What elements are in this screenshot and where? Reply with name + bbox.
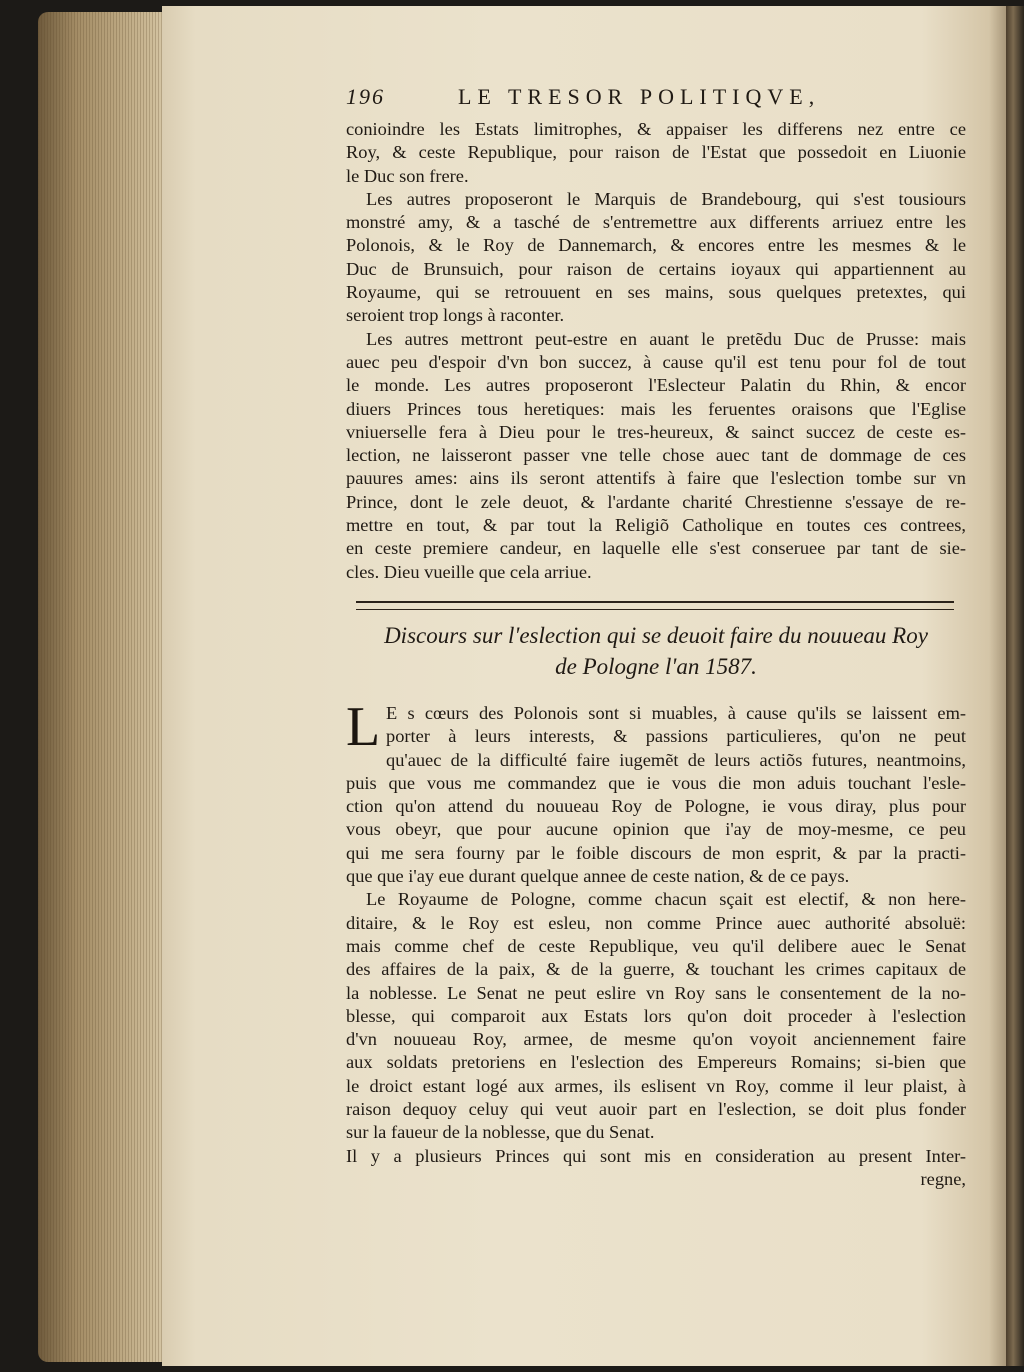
text-line: Royaume, qui se retrouuent en ses mains, sous quelques pretextes, qui <box>346 282 966 303</box>
text-line: pauures ames: ains ils seront attentifs à faire que l'eslection tombe sur vn <box>346 468 966 489</box>
text-line: cles. Dieu vueille que cela arriue. <box>346 561 592 582</box>
running-title: LE TRESOR POLITIQVE, <box>458 84 821 109</box>
text-line: E s cœurs des Polonois sont si muables, à cause qu'ils se laissent em- <box>386 703 966 723</box>
page-number: 196 <box>346 84 385 109</box>
text-line: puis que vous me commandez que ie vous die mon aduis touchant l'esle- <box>346 772 966 793</box>
text-line: Les autres proposeront le Marquis de Brandebourg, qui s'est tousiours <box>366 188 966 209</box>
text-line: en ceste premiere candeur, en laquelle elle s'est conseruee par tant de sie- <box>346 538 966 559</box>
text-line: lection, ne laisseront passer vne telle chose auec tant de dommage de ces <box>346 445 966 466</box>
text-line: que que i'ay eue durant quelque annee de ceste nation, & de ce pays. <box>346 866 850 887</box>
text-line: le droict estant logé aux armes, ils eslisent vn Roy, comme il leur plaist, à <box>346 1075 966 1096</box>
text-line: blesse, qui comparoit aux Estats lors qu'on doit proceder à l'eslection <box>346 1005 966 1026</box>
text-line: Prince, dont le zele deuot, & l'ardante charité Chrestienne s'essaye de re- <box>346 491 966 512</box>
text-line: mais comme chef de ceste Republique, veu qu'il delibere auec le Senat <box>346 935 966 956</box>
text-line: qu'auec de la difficulté faire iugemẽt de leurs actiõs futures, neantmoins, <box>386 749 966 770</box>
text-line: ditaire, & le Roy est esleu, non comme Prince auec authorité absoluë: <box>346 912 966 933</box>
text-line: la noblesse. Le Senat ne peut eslire vn Roy sans le consentement de la no- <box>346 982 966 1003</box>
heading-line-2: de Pologne l'an 1587. <box>555 654 757 679</box>
text-line: diuers Princes tous heretiques: mais les feruentes oraisons que l'Eglise <box>346 398 966 419</box>
section-divider-rule <box>356 601 954 610</box>
text-line: vniuerselle fera à Dieu pour le tres-heureux, & sainct succez de ceste es- <box>346 421 966 442</box>
text-line: Duc de Brunsuich, pour raison de certains ioyaux qui appartiennent au <box>346 258 966 279</box>
text-line: aux soldats pretoriens en l'eslection des Empereurs Romains; si-bien que <box>346 1052 966 1073</box>
heading-line-1: Discours sur l'eslection qui se deuoit faire du nouueau Roy <box>384 623 928 648</box>
text-line: Les autres mettront peut-estre en auant le pretẽdu Duc de Prusse: mais <box>366 328 966 349</box>
text-line: Roy, & ceste Republique, pour raison de l'Estat que possedoit en Liuonie <box>346 142 966 163</box>
text-line: le Duc son frere. <box>346 165 469 186</box>
text-line: auec peu d'espoir d'vn bon succez, à cause qu'il est tenu pour fol de tout <box>346 351 966 372</box>
text-line: conioindre les Estats limitrophes, & appaiser les differens nez entre ce <box>346 119 966 139</box>
text-section-2 <box>346 696 966 1191</box>
text-line: mettre en tout, & par tout la Religiõ Catholique en toutes ces contrees, <box>346 515 966 536</box>
section-heading <box>346 620 966 682</box>
book-gutter <box>1006 6 1024 1366</box>
text-line: porter à leurs interests, & passions particulieres, qu'on ne peut <box>386 726 966 747</box>
drop-cap-initial: L <box>346 696 381 758</box>
text-line: d'vn nouueau Roy, armee, de mesme qu'on voyoit anciennement faire <box>346 1029 966 1050</box>
text-line: des affaires de la paix, & de la guerre, & touchant les crimes capitaux de <box>346 959 966 980</box>
text-line: sur la faueur de la noblesse, que du Senat. <box>346 1122 655 1143</box>
text-section-1 <box>346 118 966 584</box>
text-line: seroient trop longs à raconter. <box>346 305 565 326</box>
catchword: regne, <box>920 1168 966 1189</box>
text-line: ction qu'on attend du nouueau Roy de Pologne, ie vous diray, plus pour <box>346 796 966 817</box>
text-line: monstré amy, & a tasché de s'entremettre aux differents arriuez entre les <box>346 212 966 233</box>
text-line: Polonois, & le Roy de Dannemarch, & encores entre les mesmes & le <box>346 235 966 256</box>
text-line: raison dequoy celuy qui veut auoir part en l'eslection, se doit plus fonder <box>346 1099 966 1120</box>
text-line: qui me sera fourny par le foible discours de mon esprit, & par la practi- <box>346 842 966 863</box>
text-line: le monde. Les autres proposeront l'Eslecteur Palatin du Rhin, & encor <box>346 375 966 396</box>
page-fore-edge <box>38 12 168 1362</box>
text-line: Le Royaume de Pologne, comme chacun sçait est electif, & non here- <box>366 889 966 910</box>
text-line: Il y a plusieurs Princes qui sont mis en consideration au present Inter- <box>346 1145 966 1166</box>
running-head <box>346 84 966 114</box>
text-line: vous obeyr, que pour aucune opinion que i'ay de moy-mesme, ce peu <box>346 819 966 840</box>
